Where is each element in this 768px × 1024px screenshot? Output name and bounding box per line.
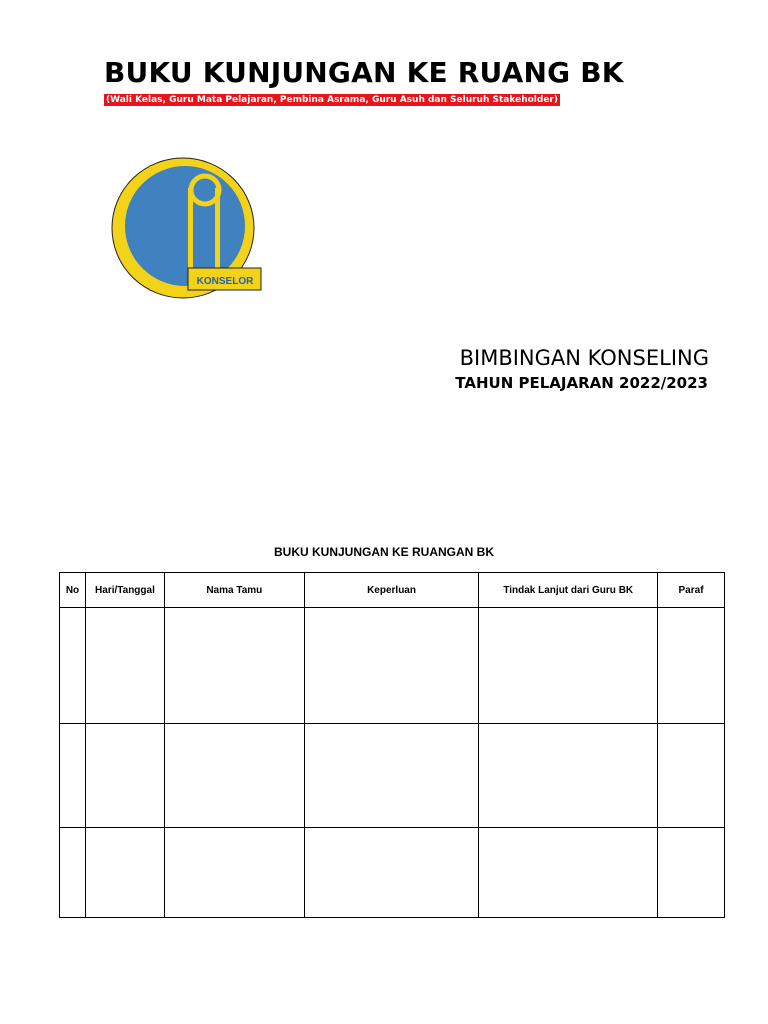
konselor-logo	[107, 152, 269, 302]
subtitle-highlight: (Wali Kelas, Guru Mata Pelajaran, Pembina Asrama, Guru Asuh dan Seluruh Stakeholder)	[106, 95, 558, 105]
table-title: BUKU KUNJUNGAN KE RUANGAN BK	[273, 545, 494, 559]
cell-no[interactable]	[60, 724, 86, 828]
cell-signature[interactable]	[658, 608, 725, 724]
header-purpose: Keperluan	[304, 573, 479, 608]
cell-date[interactable]	[85, 828, 164, 918]
cell-guest-name[interactable]	[164, 724, 304, 828]
cell-follow-up[interactable]	[479, 828, 658, 918]
cell-no[interactable]	[60, 608, 86, 724]
cell-date[interactable]	[85, 724, 164, 828]
header-guest-name: Nama Tamu	[164, 573, 304, 608]
org-title: BIMBINGAN KONSELING	[459, 346, 709, 370]
table-row	[60, 828, 725, 918]
cell-signature[interactable]	[658, 724, 725, 828]
cell-purpose[interactable]	[304, 828, 479, 918]
header-date: Hari/Tanggal	[85, 573, 164, 608]
header-signature: Paraf	[658, 573, 725, 608]
cell-follow-up[interactable]	[479, 608, 658, 724]
academic-year: TAHUN PELAJARAN 2022/2023	[455, 374, 708, 392]
cell-follow-up[interactable]	[479, 724, 658, 828]
cell-signature[interactable]	[658, 828, 725, 918]
cell-purpose[interactable]	[304, 608, 479, 724]
header-no: No	[60, 573, 86, 608]
table-row	[60, 724, 725, 828]
table-row	[60, 608, 725, 724]
page-title: BUKU KUNJUNGAN KE RUANG BK	[104, 56, 624, 89]
cell-no[interactable]	[60, 828, 86, 918]
visit-log-table	[59, 572, 725, 918]
table-header-row	[60, 573, 725, 608]
cell-purpose[interactable]	[304, 724, 479, 828]
cell-guest-name[interactable]	[164, 828, 304, 918]
cell-guest-name[interactable]	[164, 608, 304, 724]
cell-date[interactable]	[85, 608, 164, 724]
logo-label: KONSELOR	[196, 276, 254, 287]
header-follow-up: Tindak Lanjut dari Guru BK	[479, 573, 658, 608]
